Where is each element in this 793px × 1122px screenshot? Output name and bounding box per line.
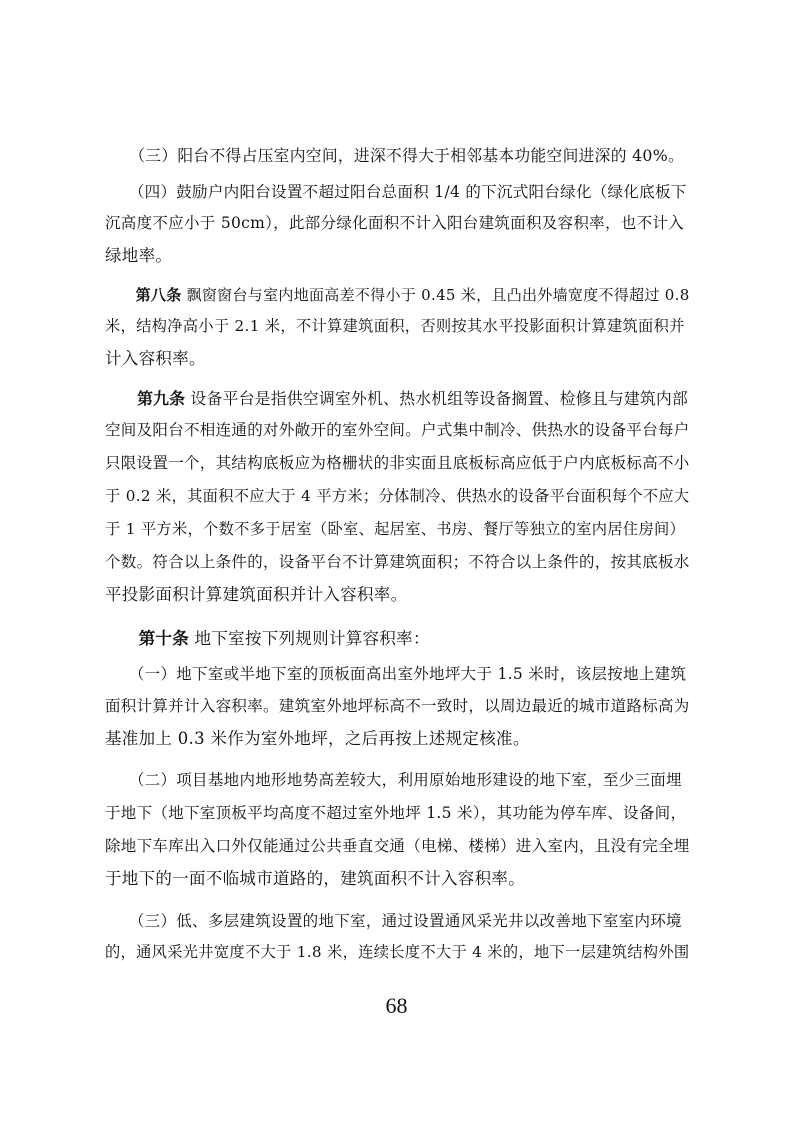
text-line: （三）阳台不得占压室内空间，进深不得大于相邻基本功能空间进深的 40%。 [105, 146, 685, 165]
text-line: 沉高度不应小于 50cm），此部分绿化面积不计入阳台建筑面积及容积率，也不计入 [105, 214, 684, 232]
text-line: 只限设置一个，其结构底板应为格栅状的非实面且底板标高应低于户内底板标高不小 [105, 454, 690, 472]
text-line: 于 0.2 米，其面积不应大于 4 平方米；分体制冷、供热水的设备平台面积每个不应大 [105, 487, 690, 505]
text-line: 于地下（地下室顶板平均高度不超过室外地坪 1.5 米），其功能为停车库、设备间， [105, 804, 687, 822]
text-line: （二）项目基地内地形地势高差较大，利用原始地形建设的地下室，至少三面埋 [105, 771, 682, 789]
text-line: 计入容积率。 [105, 349, 206, 368]
text-line: 基准加上 0.3 米作为室外地坪，之后再按上述规定核准。 [105, 729, 530, 748]
text-line: 绿地率。 [105, 246, 173, 265]
text-line: 于 1 平方米，个数不多于居室（卧室、起居室、书房、餐厅等独立的室内居住房间） [105, 520, 686, 538]
text-line: 除地下车库出入口外仅能通过公共垂直交通（电梯、楼梯）进入室内，且没有完全埋 [105, 837, 690, 855]
text-line: 平投影面积计算建筑面积并计入容积率。 [105, 585, 408, 604]
article-heading: 第十条 [105, 629, 189, 648]
article-text: 地下室按下列规则计算容积率： [189, 629, 430, 648]
article-heading: 第八条 [105, 286, 182, 304]
text-line: 于地下的一面不临城市道路的，建筑面积不计入容积率。 [105, 869, 525, 888]
text-line: （一）地下室或半地下室的顶板面高出室外地坪大于 1.5 米时，该层按地上建筑 [105, 665, 687, 683]
text-line: 米，结构净高小于 2.1 米，不计算建筑面积，否则按其水平投影面积计算建筑面积并 [105, 317, 685, 335]
text-line [105, 389, 690, 409]
article-text: 设备平台是指供空调室外机、热水机组等设备搁置、检修且与建筑内部 [185, 389, 689, 408]
text-line [105, 285, 690, 305]
article-text: 飘窗窗台与室内地面高差不得小于 0.45 米，且凸出外墙宽度不得超过 0.8 [181, 286, 690, 304]
text-line: （三）低、多层建筑设置的地下室，通过设置通风采光井以改善地下室室内环境 [105, 912, 682, 930]
text-line [105, 629, 690, 649]
text-line: 空间及阳台不相连通的对外敞开的室外空间。户式集中制冷、供热水的设备平台每户 [105, 421, 690, 439]
page-number: 68 [385, 993, 408, 1018]
article-heading: 第九条 [105, 389, 186, 408]
text-line: 的，通风采光井宽度不大于 1.8 米，连续长度不大于 4 米的，地下一层建筑结构外围 [105, 943, 690, 961]
text-line: （四）鼓励户内阳台设置不超过阳台总面积 1/4 的下沉式阳台绿化（绿化底板下 [105, 183, 687, 201]
text-line: 面积计算并计入容积率。建筑室外地坪标高不一致时，以周边最近的城市道路标高为 [105, 697, 690, 715]
text-line: 个数。符合以上条件的，设备平台不计算建筑面积；不符合以上条件的，按其底板水 [105, 553, 690, 571]
